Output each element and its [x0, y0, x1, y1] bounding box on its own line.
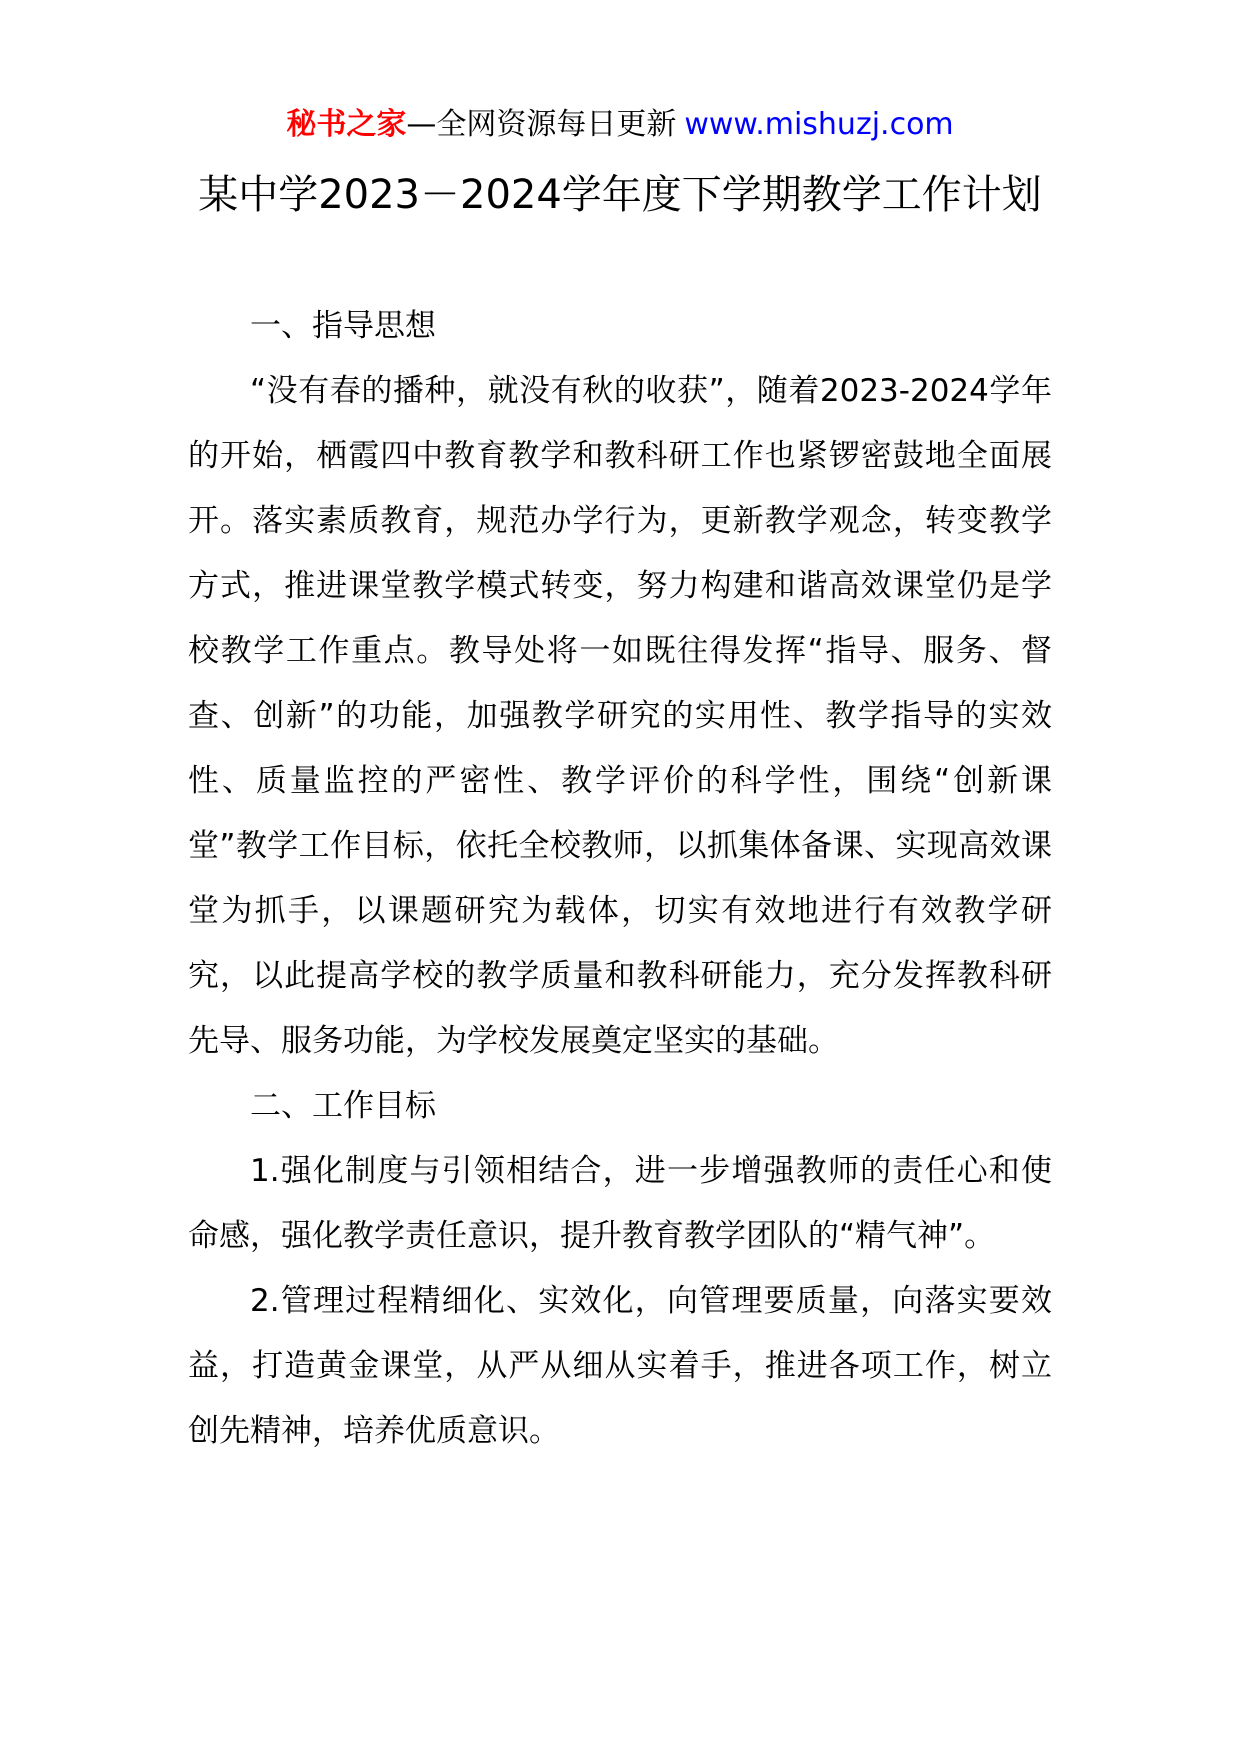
section-heading-guiding-thought: 一、指导思想: [250, 308, 436, 344]
paragraph-guiding-thought: “没有春的播种，就没有秋的收获”，随着2023-2024学年的开始，栖霞四中教育教学和教科研工作也紧锣密鼓地全面展开。落实素质教育，规范办学行为，更新教学观念，转变教学方式，推进课堂教学模式转变，努力构建和谐高效课堂仍是学校教学工作重点。教导处将一如既往得发挥“指导、服务、督查、创新”的功能，加强教学研究的实用性、教学指导的实效性、质量监控的严密性、教学评价的科学性，围绕“创新课堂”教学工作目标，依托全校教师，以抓集体备课、实现高效课堂为抓手，以课题研究为载体，切实有效地进行有效教学研究，以此提高学校的教学质量和教科研能力，充分发挥教科研先导、服务功能，为学校发展奠定坚实的基础。: [188, 373, 1052, 1059]
document-title: 某中学2023－2024学年度下学期教学工作计划: [198, 172, 1042, 218]
brand-name: 秘书之家: [286, 107, 407, 142]
site-header: [0, 100, 1240, 150]
section-heading-work-goals: 二、工作目标: [250, 1088, 436, 1124]
goal-item-2: 2.管理过程精细化、实效化，向管理要质量，向落实要效益，打造黄金课堂，从严从细从实着手，推进各项工作，树立创先精神，培养优质意识。: [188, 1283, 1052, 1449]
site-url-link[interactable]: www.mishuzj.com: [684, 107, 954, 142]
header-tagline: —全网资源每日更新: [406, 107, 677, 142]
document-body: [188, 294, 1052, 1464]
goal-item-1: 1.强化制度与引领相结合，进一步增强教师的责任心和使命感，强化教学责任意识，提升教育教学团队的“精气神”。: [188, 1153, 1052, 1254]
